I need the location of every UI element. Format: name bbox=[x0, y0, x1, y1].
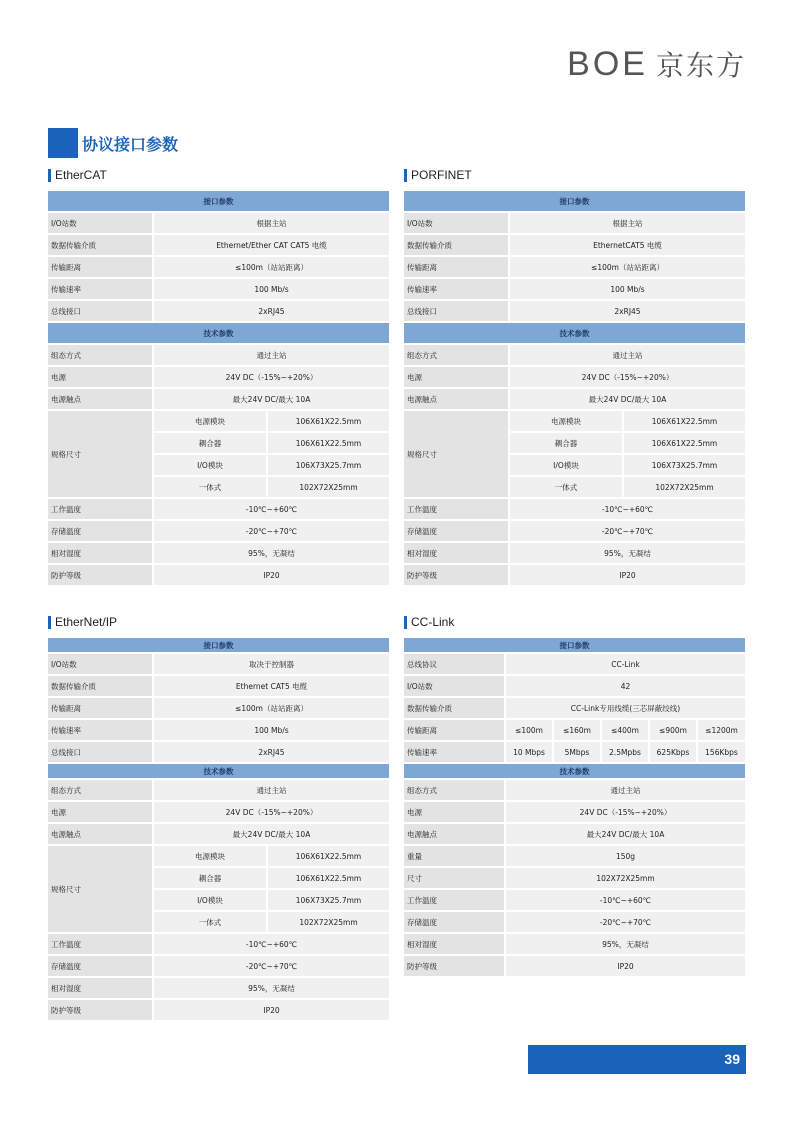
table-row: 重量 150g bbox=[404, 846, 745, 868]
section-header-iface: 接口参数 bbox=[48, 191, 389, 213]
table-row: 防护等级 IP20 bbox=[48, 1000, 389, 1022]
section-header-tech: 技术参数 bbox=[404, 764, 745, 780]
table-row: I/O站数 取决于控制器 bbox=[48, 654, 389, 676]
spec-table-profinet bbox=[404, 191, 745, 587]
table-row: 组态方式 通过主站 bbox=[404, 780, 745, 802]
table-row: 组态方式 通过主站 bbox=[48, 780, 389, 802]
table-row: 相对湿度 95%，无凝结 bbox=[48, 978, 389, 1000]
brand-logo-latin: BOE bbox=[567, 44, 648, 83]
table-row: 工作温度 -10℃~+60℃ bbox=[48, 499, 389, 521]
table-row: I/O站数 42 bbox=[404, 676, 745, 698]
table-row: 传输速率 10 Mbps 5Mbps 2.5Mpbs 625Kbps 156Kbps bbox=[404, 742, 745, 764]
table-row: 数据传输介质 Ethernet/Ether CAT CAT5 电缆 bbox=[48, 235, 389, 257]
table-row: I/O模块 106X73X25.7mm bbox=[404, 455, 745, 477]
table-row: 电源 24V DC（-15%~+20%） bbox=[404, 367, 745, 389]
spec-table-ethercat bbox=[48, 191, 389, 587]
table-row: 规格尺寸 电源模块 106X61X22.5mm bbox=[404, 411, 745, 433]
table-row: 防护等级 IP20 bbox=[48, 565, 389, 587]
panel-title: CC-Link bbox=[411, 615, 455, 629]
table-row: 组态方式 通过主站 bbox=[404, 345, 745, 367]
table-row: 一体式 102X72X25mm bbox=[48, 912, 389, 934]
table-row: 规格尺寸 电源模块 106X61X22.5mm bbox=[48, 411, 389, 433]
table-row: 耦合器 106X61X22.5mm bbox=[48, 433, 389, 455]
section-header-iface: 接口参数 bbox=[404, 191, 745, 213]
table-row: 工作温度 -10℃~+60℃ bbox=[404, 890, 745, 912]
table-row: 电源 24V DC（-15%~+20%） bbox=[404, 802, 745, 824]
brand-logo bbox=[567, 44, 746, 84]
table-row: I/O站数 根据主站 bbox=[48, 213, 389, 235]
table-row: I/O模块 106X73X25.7mm bbox=[48, 455, 389, 477]
table-row: 电源 24V DC（-15%~+20%） bbox=[48, 802, 389, 824]
spec-table-cclink bbox=[404, 638, 745, 978]
table-row: 电源 24V DC（-15%~+20%） bbox=[48, 367, 389, 389]
table-row: 传输速率 100 Mb/s bbox=[48, 279, 389, 301]
table-row: 传输距离 ≤100m（站站距离） bbox=[48, 257, 389, 279]
table-row: 数据传输介质 EthernetCAT5 电缆 bbox=[404, 235, 745, 257]
panel-marker bbox=[48, 169, 51, 182]
section-title bbox=[48, 128, 178, 158]
table-row: 耦合器 106X61X22.5mm bbox=[404, 433, 745, 455]
panel-title: EtherNet/IP bbox=[55, 615, 118, 629]
table-row: 数据传输介质 Ethernet CAT5 电缆 bbox=[48, 676, 389, 698]
table-row: 存储温度 -20℃~+70℃ bbox=[404, 521, 745, 543]
table-row: 总线接口 2xRJ45 bbox=[48, 742, 389, 764]
table-row: 相对湿度 95%，无凝结 bbox=[48, 543, 389, 565]
table-row: I/O站数 根据主站 bbox=[404, 213, 745, 235]
panel-cclink bbox=[404, 614, 745, 978]
table-row: 电源触点 最大24V DC/最大 10A bbox=[48, 389, 389, 411]
panel-marker bbox=[48, 616, 51, 629]
table-row: 总线接口 2xRJ45 bbox=[48, 301, 389, 323]
table-row: 存储温度 -20℃~+70℃ bbox=[48, 956, 389, 978]
table-row: 相对湿度 95%，无凝结 bbox=[404, 543, 745, 565]
panel-marker bbox=[404, 169, 407, 182]
table-row: 耦合器 106X61X22.5mm bbox=[48, 868, 389, 890]
table-row: 相对湿度 95%，无凝结 bbox=[404, 934, 745, 956]
table-row: 数据传输介质 CC-Link专用线缆(三芯屏蔽绞线) bbox=[404, 698, 745, 720]
panel-ethernetip bbox=[48, 614, 389, 1022]
table-row: 存储温度 -20℃~+70℃ bbox=[404, 912, 745, 934]
table-row: 传输距离 ≤100m（站站距离） bbox=[48, 698, 389, 720]
table-row: 一体式 102X72X25mm bbox=[48, 477, 389, 499]
table-row: I/O模块 106X73X25.7mm bbox=[48, 890, 389, 912]
table-row: 存储温度 -20℃~+70℃ bbox=[48, 521, 389, 543]
spec-table-ethernetip bbox=[48, 638, 389, 1022]
table-row: 传输速率 100 Mb/s bbox=[404, 279, 745, 301]
section-header-tech: 技术参数 bbox=[404, 323, 745, 345]
panel-title: EtherCAT bbox=[55, 168, 107, 182]
section-title-text: 协议接口参数 bbox=[82, 134, 179, 154]
table-row: 电源触点 最大24V DC/最大 10A bbox=[404, 389, 745, 411]
page-number: 39 bbox=[528, 1045, 746, 1074]
table-row: 电源触点 最大24V DC/最大 10A bbox=[48, 824, 389, 846]
table-row: 防护等级 IP20 bbox=[404, 565, 745, 587]
section-header-iface: 接口参数 bbox=[48, 638, 389, 654]
panel-marker bbox=[404, 616, 407, 629]
panel-title: PORFINET bbox=[411, 168, 472, 182]
table-row: 防护等级 IP20 bbox=[404, 956, 745, 978]
section-header-tech: 技术参数 bbox=[48, 764, 389, 780]
table-row: 工作温度 -10℃~+60℃ bbox=[48, 934, 389, 956]
table-row: 传输速率 100 Mb/s bbox=[48, 720, 389, 742]
section-header-iface: 接口参数 bbox=[404, 638, 745, 654]
panel-ethercat bbox=[48, 167, 389, 587]
section-title-block bbox=[48, 128, 78, 158]
table-row: 传输距离 ≤100m（站站距离） bbox=[404, 257, 745, 279]
table-row: 一体式 102X72X25mm bbox=[404, 477, 745, 499]
panel-profinet bbox=[404, 167, 745, 587]
table-row: 组态方式 通过主站 bbox=[48, 345, 389, 367]
table-row: 规格尺寸 电源模块 106X61X22.5mm bbox=[48, 846, 389, 868]
table-row: 总线协议 CC-Link bbox=[404, 654, 745, 676]
brand-logo-chinese: 京东方 bbox=[655, 49, 746, 82]
table-row: 电源触点 最大24V DC/最大 10A bbox=[404, 824, 745, 846]
section-header-tech: 技术参数 bbox=[48, 323, 389, 345]
table-row: 尺寸 102X72X25mm bbox=[404, 868, 745, 890]
table-row: 总线接口 2xRJ45 bbox=[404, 301, 745, 323]
table-row: 工作温度 -10℃~+60℃ bbox=[404, 499, 745, 521]
table-row: 传输距离 ≤100m ≤160m ≤400m ≤900m ≤1200m bbox=[404, 720, 745, 742]
